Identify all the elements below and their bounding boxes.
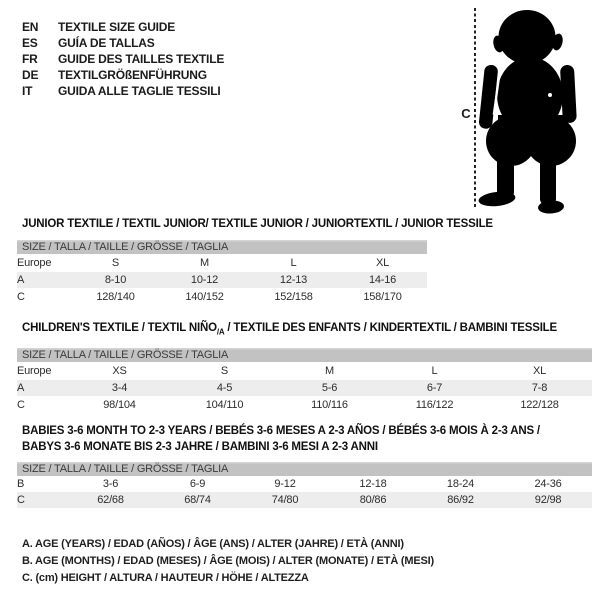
- baby-arm-right: [560, 65, 577, 124]
- size-cell: 8-10: [71, 272, 160, 288]
- table-row: [17, 476, 592, 492]
- lang-title: TEXTILGRÖßENFÜHRUNG: [58, 68, 207, 82]
- size-cell: 24-36: [534, 478, 562, 490]
- baby-leg-left: [497, 150, 514, 198]
- size-cell: L: [290, 257, 297, 269]
- table-row: [17, 380, 592, 396]
- table-header-bar: [17, 462, 592, 476]
- table-row: [17, 492, 592, 508]
- lang-code: FR: [22, 52, 38, 66]
- size-cell: 104/110: [205, 399, 244, 411]
- size-header-label: SIZE / TALLA / TAILLE / GRÖSSE / TAGLIA: [17, 462, 592, 476]
- measurement-legend: [22, 536, 434, 586]
- babies-table-title: [22, 423, 540, 455]
- legend-line-b: B. AGE (MONTHS) / EDAD (MESES) / ÂGE (MOIS) / ALTER (MONATE) / ETÀ (MESI): [22, 554, 434, 567]
- size-cell: 140/152: [185, 291, 224, 303]
- size-cell: 7-8: [487, 380, 592, 396]
- size-cell: 122/128: [520, 399, 559, 411]
- row-label: Europe: [17, 365, 52, 377]
- size-cell: 6-9: [189, 478, 206, 490]
- size-cell: 80/86: [329, 492, 417, 508]
- baby-silhouette: [470, 5, 595, 215]
- table-header-bar: [17, 240, 427, 254]
- table-row: [17, 362, 592, 380]
- size-cell: 158/170: [363, 291, 402, 303]
- size-header-label: SIZE / TALLA / TAILLE / GRÖSSE / TAGLIA: [17, 348, 592, 362]
- row-label: A: [17, 272, 71, 288]
- size-cell: XL: [375, 257, 390, 269]
- baby-leg-right: [540, 150, 556, 205]
- size-cell: 12-18: [359, 478, 387, 490]
- size-cell: L: [431, 365, 438, 377]
- size-cell: XL: [533, 365, 547, 377]
- lang-code: ES: [22, 36, 38, 50]
- size-header-label: SIZE / TALLA / TAILLE / GRÖSSE / TAGLIA: [17, 240, 427, 254]
- table-row: [17, 272, 427, 288]
- row-label: B: [17, 478, 25, 490]
- size-cell: M: [200, 257, 209, 269]
- babies-size-table: [17, 462, 592, 508]
- lang-title: TEXTILE SIZE GUIDE: [58, 20, 176, 34]
- babies-title-line1: BABIES 3-6 MONTH TO 2-3 YEARS / BEBÉS 3-6 MESES A 2-3 AÑOS / BÉBÉS 3-6 MOIS À 2-3 ANS /: [22, 425, 540, 437]
- table-header-bar: [17, 348, 592, 362]
- size-cell: 14-16: [338, 272, 427, 288]
- babies-title-line2: BABYS 3-6 MONATE BIS 2-3 JAHRE / BAMBINI 3-6 MESI A 2-3 ANNI: [22, 441, 378, 453]
- table-row: [17, 288, 427, 306]
- size-cell: 110/116: [311, 399, 348, 411]
- size-cell: 3-4: [67, 380, 172, 396]
- lang-title: GUÍA DE TALLAS: [58, 36, 155, 50]
- row-label: C: [17, 399, 25, 411]
- legend-line-a: A. AGE (YEARS) / EDAD (AÑOS) / ÂGE (ANS) / ALTER (JAHRE) / ETÀ (ANNI): [22, 538, 404, 550]
- size-cell: 12-13: [249, 272, 338, 288]
- baby-head: [499, 10, 556, 64]
- table-row: [17, 254, 427, 272]
- size-cell: S: [111, 257, 120, 269]
- legend-line-c: C. (cm) HEIGHT / ALTURA / HAUTEUR / HÖHE / ALTEZZA: [22, 571, 309, 584]
- size-cell: 128/140: [96, 291, 135, 303]
- size-cell: 18-24: [446, 478, 475, 490]
- size-cell: M: [325, 365, 334, 377]
- size-cell: 5-6: [277, 380, 382, 396]
- size-cell: 98/104: [103, 399, 136, 411]
- row-label: C: [17, 291, 25, 303]
- size-cell: 116/122: [415, 399, 454, 411]
- size-cell: 6-7: [382, 380, 487, 396]
- size-cell: 10-12: [160, 272, 249, 288]
- children-table-title: CHILDREN'S TEXTILE / TEXTIL $NIÑO_{/A}$ / TEXTILE DES ENFANTS / KINDERTEXTIL / BAMBINI TESSILE: [22, 322, 557, 337]
- junior-size-table: [17, 240, 427, 306]
- size-cell: S: [220, 365, 229, 377]
- row-label: Europe: [17, 257, 52, 269]
- size-cell: 62/68: [67, 492, 154, 508]
- lang-code: IT: [22, 84, 33, 98]
- lang-row-de: [22, 67, 224, 83]
- lang-row-en: [22, 19, 224, 35]
- size-cell: XS: [112, 365, 127, 377]
- height-label-c: C: [461, 106, 471, 121]
- lang-row-fr: [22, 51, 224, 67]
- children-size-table: [17, 348, 592, 414]
- row-label: C: [17, 492, 67, 508]
- lang-row-it: [22, 83, 224, 99]
- size-cell: 9-12: [274, 478, 296, 490]
- lang-title: GUIDE DES TAILLES TEXTILE: [58, 52, 225, 66]
- row-label: A: [17, 380, 67, 396]
- lang-title: GUIDA ALLE TAGLIE TESSILI: [58, 84, 221, 98]
- size-cell: 86/92: [417, 492, 504, 508]
- size-cell: 3-6: [102, 478, 119, 490]
- junior-table-title: JUNIOR TEXTILE / TEXTIL JUNIOR/ TEXTILE JUNIOR / JUNIORTEXTIL / JUNIOR TESSILE: [22, 218, 493, 230]
- table-row: [17, 396, 592, 414]
- size-cell: 4-5: [172, 380, 277, 396]
- size-cell: 74/80: [241, 492, 329, 508]
- lang-code: DE: [22, 68, 39, 82]
- language-guide-block: [22, 19, 224, 99]
- lang-row-es: [22, 35, 224, 51]
- size-cell: 92/98: [504, 492, 592, 508]
- lang-code: EN: [22, 20, 39, 34]
- size-cell: 68/74: [154, 492, 241, 508]
- size-cell: 152/158: [274, 291, 313, 303]
